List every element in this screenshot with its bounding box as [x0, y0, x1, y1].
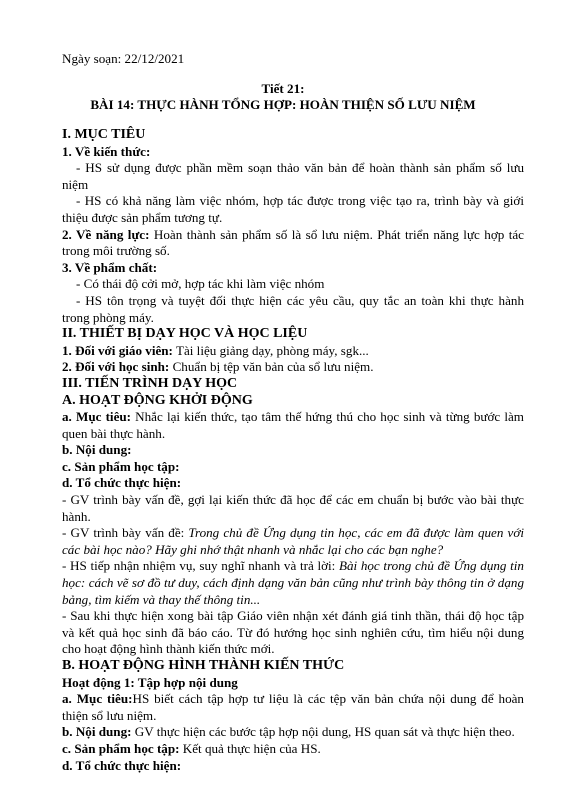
- knowledge-item-2: - HS có khả năng làm việc nhóm, hợp tác được trong việc tạo ra, trình bày và giới thiệu được sản phẩm tương tự.: [62, 193, 524, 225]
- teacher-label: 1. Đối với giáo viên:: [62, 342, 173, 358]
- student-materials: [62, 359, 524, 376]
- activity-a-step-3-prefix: - HS tiếp nhận nhiệm vụ, suy nghĩ nhanh và trả lời:: [62, 558, 339, 574]
- activity-b-title: B. HOẠT ĐỘNG HÌNH THÀNH KIẾN THỨC: [62, 658, 345, 673]
- activity-b-org-label: d. Tổ chức thực hiện:: [62, 757, 182, 773]
- activity-a-step-2-question: Trong chủ đề Ứng dụng tin học, các em đã được làm quen với các bài học nào? Hãy ghi nhớ thật nhanh và nhắc lại cho các bạn nghe?: [62, 525, 524, 557]
- preparation-date: Ngày soạn: 22/12/2021: [62, 51, 185, 66]
- activity-b-product-label: c. Sản phẩm học tập:: [62, 740, 180, 756]
- period-heading: Tiết 21:: [261, 81, 305, 96]
- student-label: 2. Đối với học sinh:: [62, 359, 170, 375]
- activity-b-product: [62, 741, 524, 758]
- teacher-materials: [62, 343, 524, 360]
- activity-a-goal: [62, 409, 524, 442]
- activity-b-goal: [62, 691, 524, 724]
- section-process-title: III. TIẾN TRÌNH DẠY HỌC: [62, 375, 238, 391]
- activity-a-step-2: [62, 525, 524, 558]
- quality-item-1: - Có thái độ cởi mở, hợp tác khi làm việc nhóm: [76, 276, 325, 292]
- knowledge-heading: 1. Về kiến thức:: [62, 143, 151, 159]
- activity-b-goal-label: a. Mục tiêu:: [62, 691, 133, 707]
- activity-a-step-4: - Sau khi thực hiện xong bài tập Giáo viên nhận xét đánh giá tinh thần, thái độ học tập và kết quả học sinh đã báo cáo. Từ đó hướng học sinh nghiên cứu, tìm hiểu nội dung cho hoạt động hình thành kiến thức mới.: [62, 608, 524, 657]
- skills-text: Hoàn thành sản phẩm số là sổ lưu niệm. Phát triển năng lực hợp tác trong môi trường số.: [62, 226, 524, 259]
- activity-a-step-3: [62, 558, 524, 608]
- teacher-text: Tài liệu giảng dạy, phòng máy, sgk...: [172, 342, 369, 358]
- section-objectives-title: I. MỤC TIÊU: [62, 127, 146, 142]
- activity-a-step-1: - GV trình bày vấn đề, gợi lại kiến thức đã học để các em chuẩn bị bước vào bài thực hành.: [62, 492, 524, 524]
- activity-b-content-label: b. Nội dung:: [62, 724, 132, 740]
- document-body: [62, 124, 524, 774]
- activity-b-product-text: Kết quả thực hiện của HS.: [179, 740, 321, 756]
- activity-b-content: [62, 724, 524, 741]
- activity-a-step-2-prefix: - GV trình bày vấn đề:: [62, 525, 189, 541]
- activity-a-goal-text: Nhắc lại kiến thức, tạo tâm thế hứng thú cho học sinh và từng bước làm quen bài thực hành.: [62, 409, 524, 441]
- skills-label: 2. Về năng lực:: [62, 226, 150, 242]
- activity-a-content-label: b. Nội dung:: [62, 442, 132, 458]
- student-text: Chuẩn bị tệp văn bản của sổ lưu niệm.: [169, 359, 374, 375]
- activity-b-goal-text: HS biết cách tập hợp tư liệu là các tệp văn bản chứa nội dung để hoàn thiện sổ lưu niệm.: [62, 691, 524, 723]
- quality-heading: 3. Về phẩm chất:: [62, 259, 158, 275]
- activity-b-content-text: GV thực hiện các bước tập hợp nội dung, HS quan sát và thực hiện theo.: [131, 724, 515, 740]
- activity-a-goal-label: a. Mục tiêu:: [62, 409, 132, 425]
- knowledge-item-1: - HS sử dụng được phần mềm soạn thảo văn bản để hoàn thành sản phẩm số lưu niệm: [62, 160, 524, 192]
- quality-item-2: - HS tôn trọng và tuyệt đối thực hiện các yêu cầu, quy tắc an toàn khi thực hành trong phòng máy.: [62, 292, 524, 325]
- activity-a-title: A. HOẠT ĐỘNG KHỞI ĐỘNG: [62, 392, 253, 408]
- activity-b-subtitle: Hoạt động 1: Tập hợp nội dung: [62, 674, 238, 690]
- skills-paragraph: [62, 227, 524, 260]
- activity-a-product-label: c. Sản phẩm học tập:: [62, 458, 180, 474]
- lesson-title: BÀI 14: THỰC HÀNH TỔNG HỢP: HOÀN THIỆN SỐ LƯU NIỆM: [90, 97, 476, 112]
- activity-a-step-3-answer: Bài học trong chủ đề Ứng dụng tin học: cách vẽ sơ đồ tư duy, cách định dạng văn bản cũng như trình bày thông tin ở dạng bảng, tìm kiếm và thay thế thông tin...: [62, 558, 524, 607]
- section-equipment-title: II. THIẾT BỊ DẠY HỌC VÀ HỌC LIỆU: [62, 326, 308, 342]
- activity-a-org-label: d. Tổ chức thực hiện:: [62, 475, 182, 491]
